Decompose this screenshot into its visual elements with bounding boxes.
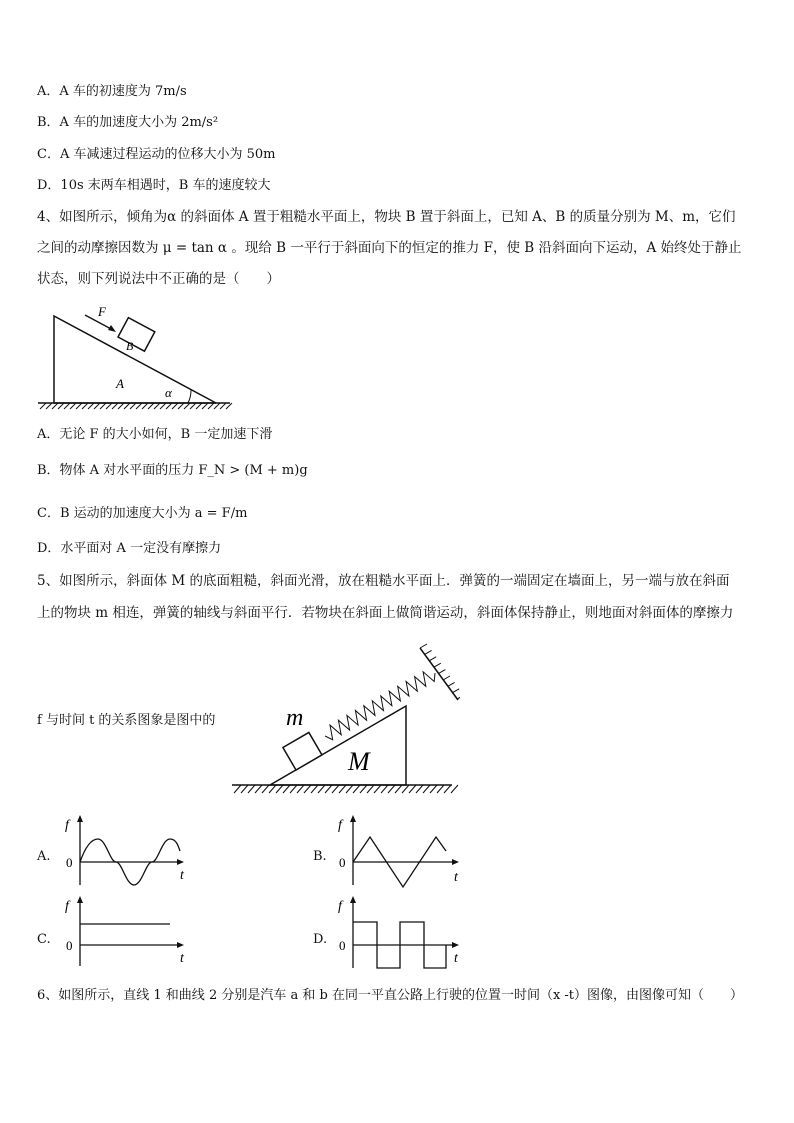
q4-option-b: B．物体 A 对水平面的压力 F_N > (M + m)g bbox=[37, 463, 308, 478]
q5-graph-a-t: t bbox=[180, 868, 184, 883]
q5-stem-line3: f 与时间 t 的关系图象是图中的 bbox=[37, 713, 216, 728]
q5-label-big-m: M bbox=[348, 747, 370, 776]
q5-graph-d bbox=[333, 896, 468, 971]
q3-option-a: A．A 车的初速度为 7m/s bbox=[37, 84, 187, 99]
q5-graph-a-zero: 0 bbox=[66, 855, 73, 870]
q5-stem-line1: 5、如图所示，斜面体 M 的底面粗糙，斜面光滑，放在粗糙水平面上．弹簧的一端固定在墙面上，另一端与放在斜面 bbox=[37, 573, 730, 589]
q5-choice-a-letter: A. bbox=[37, 849, 51, 864]
q4-label-f: F bbox=[98, 304, 106, 319]
q5-graph-b-t: t bbox=[454, 870, 458, 885]
q5-label-m: m bbox=[286, 705, 304, 731]
q4-ground-hatch bbox=[38, 403, 232, 409]
q4-stem-line3: 状态，则下列说法中不正确的是（ ） bbox=[37, 271, 280, 287]
q5-spring-incline-figure bbox=[230, 640, 460, 800]
q4-label-b: B bbox=[126, 339, 134, 353]
q5-graph-d-zero: 0 bbox=[339, 938, 346, 953]
q5-graph-d-f: f bbox=[338, 899, 342, 914]
q4-stem-line1: 4、如图所示，倾角为α 的斜面体 A 置于粗糙水平面上，物块 B 置于斜面上，已知 A、B 的质量分别为 M、m，它们 bbox=[37, 209, 736, 225]
q4-label-alpha: α bbox=[165, 385, 172, 400]
q4-block-b bbox=[118, 318, 155, 352]
q5-graph-c-f: f bbox=[65, 899, 69, 914]
q4-stem-line2: 之间的动摩擦因数为 μ = tan α 。现给 B 一平行于斜面向下的恒定的推力 F，使 B 沿斜面向下运动，A 始终处于静止 bbox=[37, 240, 742, 256]
q5-graph-a bbox=[60, 815, 190, 890]
q4-alpha-arc bbox=[188, 390, 191, 403]
q5-stem-line2: 上的物块 m 相连，弹簧的轴线与斜面平行．若物块在斜面上做简谐运动，斜面体保持静止，则地面对斜面体的摩擦力 bbox=[37, 605, 734, 621]
q5-graph-c-zero: 0 bbox=[66, 938, 73, 953]
q5-choice-b-letter: B. bbox=[313, 849, 327, 864]
q5-spring bbox=[325, 672, 435, 740]
q5-graph-a-f: f bbox=[65, 818, 69, 833]
q3-option-b: B．A 车的加速度大小为 2m/s² bbox=[37, 115, 219, 130]
q5-graph-c-t: t bbox=[180, 951, 184, 966]
q4-label-a: A bbox=[116, 376, 124, 391]
q5-graph-b-zero: 0 bbox=[339, 855, 346, 870]
q3-option-c: C．A 车减速过程运动的位移大小为 50m bbox=[37, 147, 276, 162]
q5-choice-c-letter: C. bbox=[37, 932, 51, 947]
q4-incline-figure bbox=[38, 302, 233, 410]
q4-option-a: A．无论 F 的大小如何，B 一定加速下滑 bbox=[37, 427, 273, 442]
q5-block-m bbox=[283, 732, 322, 770]
q6-stem: 6、如图所示，直线 1 和曲线 2 分别是汽车 a 和 b 在同一平直公路上行驶的位置一时间（x -t）图像，由图像可知（ ） bbox=[37, 988, 744, 1003]
q5-graph-c bbox=[60, 896, 190, 971]
q5-graph-b-f: f bbox=[338, 818, 342, 833]
q5-choice-d-letter: D. bbox=[313, 932, 328, 947]
q3-option-d: D．10s 末两车相遇时，B 车的速度较大 bbox=[37, 178, 271, 193]
q5-graph-d-t: t bbox=[454, 951, 458, 966]
q4-option-c: C．B 运动的加速度大小为 a = F/m bbox=[37, 506, 248, 521]
q5-graph-b bbox=[333, 815, 468, 890]
q4-option-d: D．水平面对 A 一定没有摩擦力 bbox=[37, 541, 222, 556]
